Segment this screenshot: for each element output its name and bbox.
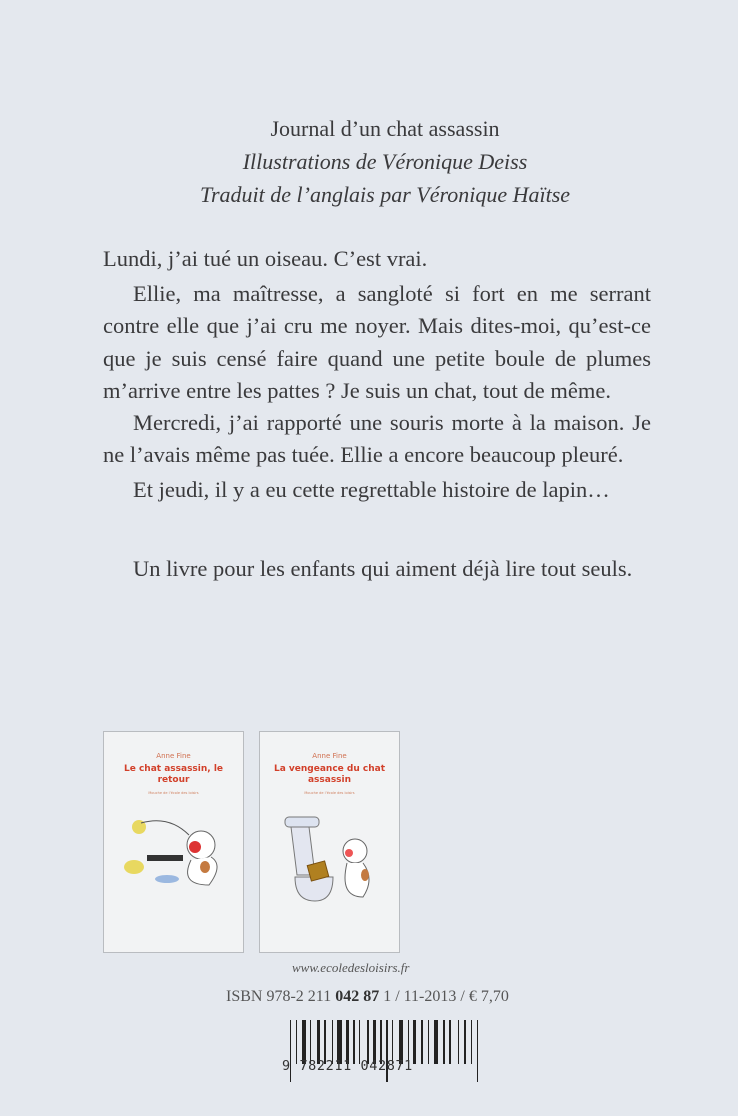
paragraph: Lundi, j’ai tué un oiseau. C’est vrai. [103, 246, 428, 271]
barcode-bar [452, 1020, 456, 1064]
barcode-bar [421, 1020, 424, 1064]
barcode-bar [428, 1020, 429, 1064]
barcode-bar [471, 1020, 472, 1064]
book-publisher: Mouche de l’école des loisirs [148, 791, 199, 795]
book-title: Journal d’un chat assassin [270, 116, 500, 141]
isbn-prefix: ISBN 978-2 211 [226, 988, 336, 1005]
book-author: Anne Fine [156, 752, 191, 760]
barcode-bar [468, 1020, 469, 1064]
barcode-bar [413, 1020, 416, 1064]
audience-blurb: Un livre pour les enfants qui aiment déjà lire tout seuls. [133, 555, 633, 581]
barcode-bar [477, 1020, 478, 1082]
barcode-bar [464, 1020, 467, 1064]
barcode-bar [474, 1020, 475, 1064]
isbn-price-line [226, 988, 509, 1006]
book-title: La vengeance du chat assassin [273, 764, 386, 785]
barcode-bar [431, 1020, 432, 1064]
isbn-suffix: 1 / 11-2013 / € 7,70 [379, 988, 509, 1005]
isbn-bold: 042 87 [335, 988, 380, 1005]
barcode-bar [458, 1020, 459, 1064]
barcode-bar [479, 1020, 480, 1082]
publisher-website-link[interactable]: www.ecoledesloisirs.fr [292, 960, 410, 975]
barcode-bar [446, 1020, 447, 1064]
barcode-bar [418, 1020, 419, 1064]
barcode-bar [425, 1020, 426, 1064]
paragraph: Mercredi, j’ai rapporté une souris morte à la maison. Je ne l’avais même pas tuée. Ellie a encore beaucoup pleuré. [103, 410, 651, 468]
cat-illustration-icon [119, 805, 229, 895]
barcode-bar [434, 1020, 438, 1064]
barcode-digits: 9 782211 042871 [282, 1058, 413, 1074]
translator-credit: Traduit de l’anglais par Véronique Haïtse [199, 182, 571, 207]
book-author: Anne Fine [312, 752, 347, 760]
book-header [0, 112, 738, 211]
paragraph: Ellie, ma maîtresse, a sangloté si fort en me serrant contre elle que j’ai cru me noyer. Mais dites-moi, qu’est-ce que je suis censé faire quand une petite boule de plumes m’arrive entre les pattes ? Je suis un chat, tout de même. [103, 281, 651, 403]
barcode-bar [449, 1020, 450, 1064]
barcode-bar [439, 1020, 442, 1064]
barcode-bar [461, 1020, 462, 1064]
related-book-cover [103, 731, 244, 953]
toilet-cat-illustration-icon [275, 805, 385, 905]
related-book-cover [259, 731, 400, 953]
paragraph: Et jeudi, il y a eu cette regrettable histoire de lapin… [133, 477, 610, 503]
summary-text [103, 243, 651, 585]
barcode-bar [443, 1020, 444, 1064]
book-publisher: Mouche de l’école des loisirs [304, 791, 355, 795]
book-title: Le chat assassin, le retour [123, 764, 224, 785]
illustrator-credit: Illustrations de Véronique Deiss [242, 149, 528, 174]
